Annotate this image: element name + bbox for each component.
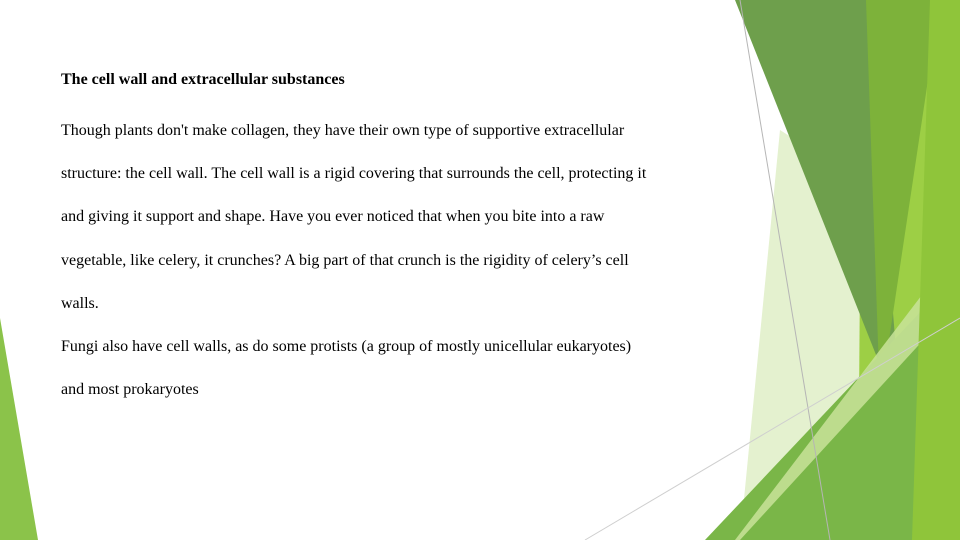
paragraph-cell-wall-line-3: and giving it support and shape. Have you ever noticed that when you bite into a raw <box>61 208 605 226</box>
paragraph-fungi-line-1: Fungi also have cell walls, as do some protists (a group of mostly unicellular eukaryotes) <box>61 338 632 356</box>
paragraph-cell-wall-line-5: walls. <box>61 294 99 312</box>
slide-heading: The cell wall and extracellular substances <box>61 71 345 88</box>
paragraph-cell-wall-line-4: vegetable, like celery, it crunches? A big part of that crunch is the rigidity of celery’s cell <box>61 251 629 269</box>
paragraph-fungi-line-2: and most prokaryotes <box>61 381 199 399</box>
text-content <box>61 66 741 411</box>
paragraph-cell-wall-line-1: Though plants don't make collagen, they have their own type of supportive extracellular <box>61 122 625 139</box>
paragraph-cell-wall-line-2: structure: the cell wall. The cell wall is a rigid covering that surrounds the cell, protecting it <box>61 165 647 183</box>
left-edge-sliver <box>0 318 38 540</box>
